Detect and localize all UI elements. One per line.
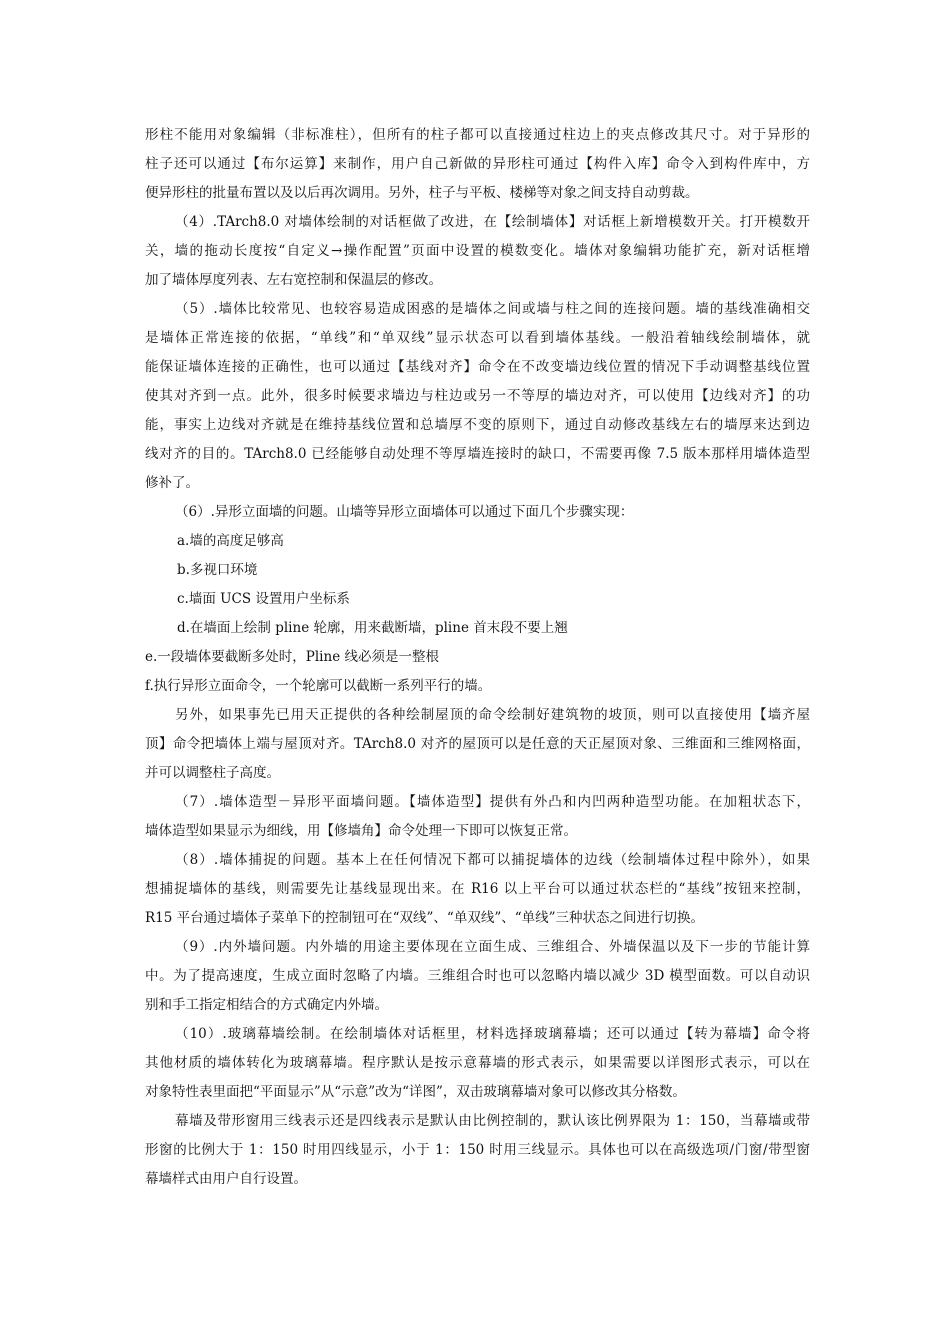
document-body [145, 121, 810, 1194]
paragraph-line: 修补了。 [145, 475, 199, 491]
paragraph-line: 能，事实上边线对齐就是在维持基线位置和总墙厚不变的原则下，通过自动修改基线左右的墙厚来达到边 [145, 417, 810, 433]
paragraph-line: 顶】命令把墙体上端与屋顶对齐。TArch8.0 对齐的屋顶可以是任意的天正屋顶对象、三维面和三维网格面， [145, 736, 810, 752]
paragraph-line: 想捕捉墙体的基线，则需要先让基线显现出来。在 R16 以上平台可以通过状态栏的“基线”按钮来控制， [145, 881, 810, 897]
paragraph-line: （7）.墙体造型－异形平面墙问题。【墙体造型】提供有外凸和内凹两种造型功能。在加粗状态下， [175, 794, 810, 810]
paragraph-line: 对象特性表里面把“平面显示”从“示意”改为“详图”，双击玻璃幕墙对象可以修改其分格数。 [145, 1084, 686, 1100]
paragraph-line: 幕墙样式由用户自行设置。 [145, 1171, 307, 1187]
list-item: b.多视口环境 [177, 562, 258, 578]
paragraph-line: 其他材质的墙体转化为玻璃幕墙。程序默认是按示意幕墙的形式表示，如果需要以详图形式表示，可以在 [145, 1055, 810, 1071]
paragraph-line: 幕墙及带形窗用三线表示还是四线表示是默认由比例控制的，默认该比例界限为 1：150，当幕墙或带 [175, 1113, 810, 1129]
paragraph-line: 另外，如果事先已用天正提供的各种绘制屋顶的命令绘制好建筑物的坡顶，则可以直接使用【墙齐屋 [175, 707, 810, 723]
paragraph-line: 并可以调整柱子高度。 [145, 765, 280, 781]
paragraph-line: R15 平台通过墙体子菜单下的控制钮可在“双线”、“单双线”、“单线”三种状态之间进行切换。 [145, 910, 705, 926]
paragraph-line: （6）.异形立面墙的问题。山墙等异形立面墙体可以通过下面几个步骤实现： [175, 504, 634, 520]
list-item: d.在墙面上绘制 pline 轮廓，用来截断墙，pline 首末段不要上翘 [177, 620, 568, 636]
paragraph-line: 墙体造型如果显示为细线，用【修墙角】命令处理一下即可以恢复正常。 [145, 823, 577, 839]
list-item: f.执行异形立面命令，一个轮廓可以截断一系列平行的墙。 [145, 678, 492, 694]
paragraph-line: 柱子还可以通过【布尔运算】来制作，用户自己新做的异形柱可通过【构件入库】命令入到构件库中，方 [145, 156, 810, 172]
paragraph-line: 形柱不能用对象编辑（非标准柱），但所有的柱子都可以直接通过柱边上的夹点修改其尺寸。对于异形的 [145, 127, 810, 143]
paragraph-line: 便异形柱的批量布置以及以后再次调用。另外，柱子与平板、楼梯等对象之间支持自动剪裁。 [145, 185, 699, 201]
paragraph-line: （9）.内外墙问题。内外墙的用途主要体现在立面生成、三维组合、外墙保温以及下一步的节能计算 [175, 939, 810, 955]
paragraph-line: 能保证墙体连接的正确性，也可以通过【基线对齐】命令在不改变墙边线位置的情况下手动调整基线位置 [145, 359, 810, 375]
paragraph-line: 中。为了提高速度，生成立面时忽略了内墙。三维组合时也可以忽略内墙以减少 3D 模型面数。可以自动识 [145, 968, 810, 984]
paragraph-line: 使其对齐到一点。此外，很多时候要求墙边与柱边或另一不等厚的墙边对齐，可以使用【边线对齐】的功 [145, 388, 810, 404]
paragraph-line: 别和手工指定相结合的方式确定内外墙。 [145, 997, 388, 1013]
paragraph-line: （5）.墙体比较常见、也较容易造成困惑的是墙体之间或墙与柱之间的连接问题。墙的基线准确相交 [175, 301, 810, 317]
paragraph-line: 线对齐的目的。TArch8.0 已经能够自动处理不等厚墙连接时的缺口，不需要再像 7.5 版本那样用墙体造型 [145, 446, 810, 462]
list-item: a.墙的高度足够高 [177, 533, 284, 549]
paragraph-line: 关，墙的拖动长度按“自定义→操作配置”页面中设置的模数变化。墙体对象编辑功能扩充，新对话框增 [145, 243, 810, 259]
list-item: e.一段墙体要截断多处时，Pline 线必须是一整根 [145, 649, 439, 665]
paragraph-line: 加了墙体厚度列表、左右宽控制和保温层的修改。 [145, 272, 442, 288]
list-item: c.墙面 UCS 设置用户坐标系 [177, 591, 350, 607]
paragraph-line: （10）.玻璃幕墙绘制。在绘制墙体对话框里，材料选择玻璃幕墙；还可以通过【转为幕墙】命令将 [175, 1026, 810, 1042]
paragraph-line: 形窗的比例大于 1：150 时用四线显示，小于 1：150 时用三线显示。具体也可以在高级选项/门窗/带型窗 [145, 1142, 810, 1158]
paragraph-line: （8）.墙体捕捉的问题。基本上在任何情况下都可以捕捉墙体的边线（绘制墙体过程中除外），如果 [175, 852, 810, 868]
paragraph-line: 是墙体正常连接的依据，“单线”和“单双线”显示状态可以看到墙体基线。一般沿着轴线绘制墙体，就 [145, 330, 810, 346]
paragraph-line: （4）.TArch8.0 对墙体绘制的对话框做了改进，在【绘制墙体】对话框上新增模数开关。打开模数开 [175, 214, 810, 230]
